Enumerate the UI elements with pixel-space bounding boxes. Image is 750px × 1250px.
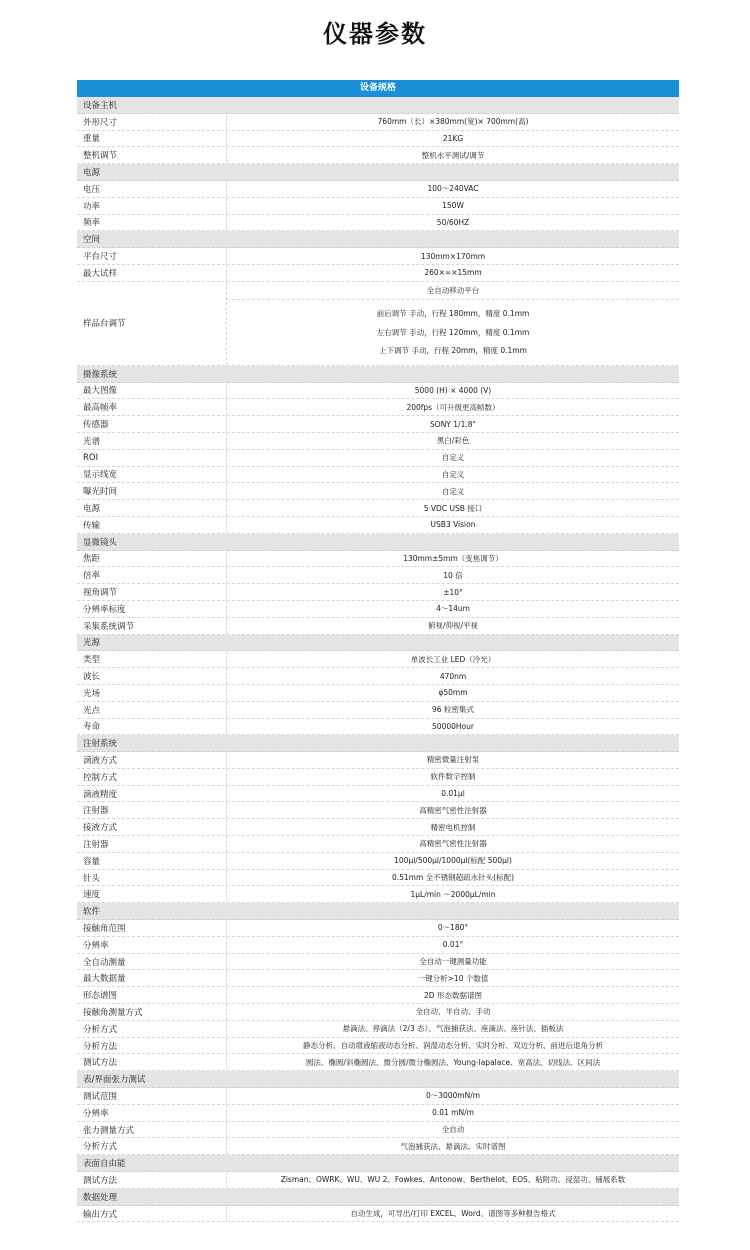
- row-value: Zisman、OWRK、WU、WU 2、Fowkes、Antonow、Berthelot、EOS、粘附功、浸湿功、铺展系数: [280, 1175, 626, 1185]
- row-value: 软件数字控制: [430, 772, 476, 782]
- row-label: 测试范围: [77, 1088, 227, 1104]
- table-row: [77, 433, 679, 450]
- table-row: [77, 870, 679, 887]
- row-value: 前后调节 手动，行程 180mm，精度 0.1mm: [376, 309, 530, 319]
- row-value: 整机水平测试/调节: [421, 150, 485, 160]
- row-label: 频率: [77, 215, 227, 231]
- table-row: [77, 651, 679, 668]
- table-row: [77, 567, 679, 584]
- section-header: 软件: [77, 903, 679, 920]
- row-value: 0.51mm 全不锈钢超疏水针头(标配): [391, 873, 515, 883]
- row-label: 滴液方式: [77, 752, 227, 768]
- row-value: 0～180°: [437, 923, 469, 933]
- table-row: [77, 1105, 679, 1122]
- row-label: 最大试样: [77, 265, 227, 281]
- row-label: 曝光时间: [77, 483, 227, 499]
- row-value: 全自动一键测量功能: [419, 957, 487, 967]
- row-value: 4～14um: [436, 604, 470, 614]
- row-label: 速度: [77, 886, 227, 902]
- row-value: 自动生成，可导出/打印 EXCEL、Word、谱图等多种报告格式: [350, 1209, 556, 1218]
- table-row: [77, 131, 679, 148]
- table-row: [77, 752, 679, 769]
- spec-table: [77, 80, 679, 1222]
- section-header: 数据处理: [77, 1189, 679, 1206]
- row-label: ROI: [77, 450, 227, 466]
- row-label: 电源: [77, 500, 227, 516]
- row-label: 最大图像: [77, 383, 227, 399]
- row-label: 最大数据量: [77, 970, 227, 986]
- table-row: [77, 769, 679, 786]
- row-label: 形态谱图: [77, 987, 227, 1003]
- section-header: 设备主机: [77, 97, 679, 114]
- table-row: [77, 1122, 679, 1139]
- row-label: 显示线宽: [77, 467, 227, 483]
- table-row: [77, 483, 679, 500]
- table-row: [77, 198, 679, 215]
- row-value: 自定义: [441, 486, 465, 496]
- table-row: [77, 1172, 679, 1189]
- row-label: 接液方式: [77, 819, 227, 835]
- section-header: 摄像系统: [77, 366, 679, 383]
- row-label: 光点: [77, 702, 227, 718]
- row-value: 100μl/500μl/1000μl(标配 500μl): [394, 856, 512, 866]
- row-label: 光谱: [77, 433, 227, 449]
- row-value: 精密电机控制: [430, 822, 476, 832]
- row-value: 0.01μl: [441, 789, 465, 799]
- table-row: [77, 551, 679, 568]
- row-label: 分辨率: [77, 937, 227, 953]
- section-header: 电源: [77, 164, 679, 181]
- row-value: 全自动: [441, 1125, 465, 1135]
- row-label: 滴液精度: [77, 786, 227, 802]
- table-row: [77, 265, 679, 282]
- row-value: 0.01°: [442, 940, 464, 950]
- row-label: 传输: [77, 517, 227, 533]
- table-row: [77, 248, 679, 265]
- row-label: 传感器: [77, 416, 227, 432]
- row-value: 760mm（长）×380mm(宽)× 700mm(高): [377, 117, 529, 127]
- row-label: 寿命: [77, 719, 227, 735]
- table-row: [77, 668, 679, 685]
- table-row: [77, 702, 679, 719]
- row-label: 焦距: [77, 551, 227, 567]
- table-row: [77, 954, 679, 971]
- table-row: [77, 383, 679, 400]
- row-value: 50000Hour: [432, 721, 474, 731]
- row-value: 96 粒密集式: [432, 705, 474, 715]
- row-value: 21KG: [442, 133, 464, 143]
- row-value: 气泡捕获法、悬滴法、实时谱图: [400, 1141, 506, 1151]
- row-label: 倍率: [77, 567, 227, 583]
- row-label: 全自动测量: [77, 954, 227, 970]
- table-row: [77, 819, 679, 836]
- row-label: 分辨率标度: [77, 601, 227, 617]
- row-label: 容量: [77, 853, 227, 869]
- row-value: 自定义: [441, 453, 465, 463]
- row-label: 分辨率: [77, 1105, 227, 1121]
- table-row: [77, 920, 679, 937]
- row-value: 0～3000mN/m: [425, 1091, 481, 1101]
- row-label: 平台尺寸: [77, 248, 227, 264]
- row-label: 类型: [77, 651, 227, 667]
- row-label: 样品台调节: [77, 282, 227, 365]
- row-label: 光场: [77, 685, 227, 701]
- section-header: 空间: [77, 231, 679, 248]
- table-row: [77, 1038, 679, 1055]
- row-value: 高精密气密性注射器: [419, 839, 487, 849]
- table-row: [77, 399, 679, 416]
- row-label: 采集系统调节: [77, 618, 227, 634]
- row-value: 200fps（可升级更高帧数）: [406, 402, 500, 412]
- row-label: 最高帧率: [77, 399, 227, 415]
- table-row: [77, 802, 679, 819]
- table-row: [77, 719, 679, 736]
- table-row: [77, 584, 679, 601]
- table-row: [77, 215, 679, 232]
- row-label: 控制方式: [77, 769, 227, 785]
- spec-header: 设备规格: [77, 80, 679, 97]
- table-row: [77, 517, 679, 534]
- row-value: 单波长工业 LED（冷光）: [410, 654, 496, 664]
- row-value: 2D 形态数据谱图: [424, 990, 482, 1000]
- row-label: 输出方式: [77, 1206, 227, 1222]
- row-value: 静态分析、自动增液缩液动态分析、润湿动态分析、实时分析、双边分析、前进后退角分析: [303, 1041, 603, 1051]
- section-header: 表/界面张力测试: [77, 1071, 679, 1088]
- row-value-group: [227, 300, 679, 365]
- row-label: 电压: [77, 181, 227, 197]
- section-header: 注射系统: [77, 735, 679, 752]
- table-row: [77, 1138, 679, 1155]
- row-value: 10 倍: [443, 570, 463, 580]
- table-row: [77, 685, 679, 702]
- page-title: 仪器参数: [323, 20, 427, 48]
- table-row: [77, 416, 679, 433]
- table-row: [77, 1021, 679, 1038]
- table-row: [77, 970, 679, 987]
- row-value: 悬滴法、停滴法（2/3 态）、气泡捕获法、座滴法、座针法、插板法: [342, 1024, 564, 1034]
- row-value: 130mm×170mm: [420, 251, 486, 261]
- table-row: [77, 467, 679, 484]
- row-value: USB3 Vision: [430, 520, 476, 530]
- row-value: 1μL/min ～2000μL/min: [410, 889, 496, 899]
- row-label: 视角调节: [77, 584, 227, 600]
- table-row: [77, 500, 679, 517]
- row-value: SONY 1/1.8": [430, 419, 476, 429]
- spec-rows: [77, 97, 679, 1222]
- row-label: 张力测量方式: [77, 1122, 227, 1138]
- row-label: 外形尺寸: [77, 114, 227, 130]
- row-label: 功率: [77, 198, 227, 214]
- table-row: [77, 181, 679, 198]
- row-values: [227, 282, 679, 365]
- row-value: 自定义: [441, 469, 465, 479]
- row-value: 左右调节 手动，行程 120mm，精度 0.1mm: [376, 327, 530, 337]
- row-value: 高精密气密性注射器: [419, 805, 487, 815]
- row-value: 470nm: [439, 671, 467, 681]
- row-value: 50/60HZ: [436, 217, 470, 227]
- row-label: 接触角测量方式: [77, 1004, 227, 1020]
- table-row: [77, 147, 679, 164]
- table-row-sample-stage: [77, 282, 679, 366]
- row-label: 波长: [77, 668, 227, 684]
- row-value: 上下调节 手动，行程 20mm，精度 0.1mm: [379, 346, 527, 356]
- row-value: 5000 (H) × 4000 (V): [414, 385, 492, 395]
- table-row: [77, 601, 679, 618]
- table-row: [77, 853, 679, 870]
- row-label: 分析方法: [77, 1038, 227, 1054]
- table-row: [77, 1206, 679, 1223]
- table-row: [77, 937, 679, 954]
- table-row: [77, 618, 679, 635]
- table-row: [77, 450, 679, 467]
- row-value: 全自动、半自动、手动: [415, 1007, 491, 1017]
- section-header: 显微镜头: [77, 534, 679, 551]
- row-value: 0.01 mN/m: [432, 1108, 474, 1118]
- table-row: [77, 1054, 679, 1071]
- row-value: 260×∞×15mm: [424, 268, 482, 278]
- row-label: 针头: [77, 870, 227, 886]
- row-value: 精密微量注射泵: [426, 755, 480, 765]
- table-row: [77, 786, 679, 803]
- table-row: [77, 987, 679, 1004]
- row-value: 圆法、椭圆/斜椭圆法、微分圆/微分椭圆法、Young-lapalace、宽高法、切线法、区间法: [305, 1057, 601, 1067]
- row-value: 100～240VAC: [427, 184, 479, 194]
- row-label: 分析方式: [77, 1138, 227, 1154]
- row-label: 分析方式: [77, 1021, 227, 1037]
- table-row: [77, 836, 679, 853]
- table-row: [77, 1004, 679, 1021]
- table-row: [77, 886, 679, 903]
- table-row: [77, 114, 679, 131]
- row-label: 注射器: [77, 836, 227, 852]
- row-label: 重量: [77, 131, 227, 147]
- row-value: 5 VDC USB 接口: [423, 503, 483, 513]
- table-row: [77, 1088, 679, 1105]
- row-value: 全自动移动平台: [227, 282, 679, 300]
- row-value: 150W: [442, 201, 464, 211]
- row-label: 测试方法: [77, 1054, 227, 1070]
- row-label: 测试方法: [77, 1172, 227, 1188]
- row-value: ±10°: [443, 587, 463, 597]
- row-value: 一键分析>10 个数值: [417, 973, 489, 983]
- row-label: 接触角范围: [77, 920, 227, 936]
- row-label: 注射器: [77, 802, 227, 818]
- row-value: φ50mm: [438, 688, 468, 698]
- row-value: 黑白/彩色: [436, 436, 470, 446]
- section-header: 表面自由能: [77, 1155, 679, 1172]
- row-value: 130mm±5mm（变焦调节）: [403, 553, 503, 563]
- row-label: 整机调节: [77, 147, 227, 163]
- section-header: 光源: [77, 635, 679, 652]
- row-value: 俯视/仰视/平视: [427, 621, 479, 631]
